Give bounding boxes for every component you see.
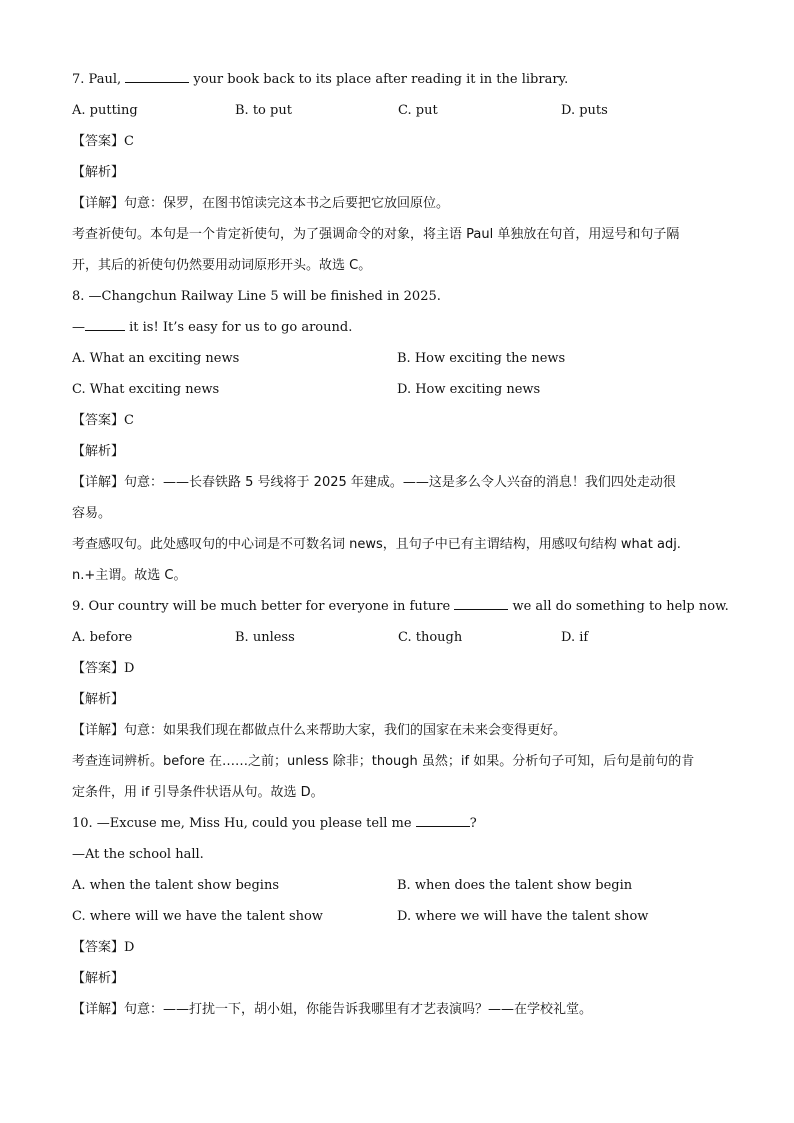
detail-line: 定条件，用 if 引导条件状语从句。故选 D。 <box>72 785 324 800</box>
answer-label: 【答案】 <box>72 940 125 955</box>
options-row <box>72 343 732 374</box>
question-7 <box>72 64 732 281</box>
question-stem: 9. Our country will be much better for everyone in future we all do something to help now. <box>72 599 729 614</box>
options-row <box>72 374 732 405</box>
option-d: D. where we will have the talent show <box>397 909 649 924</box>
question-stem: 7. Paul, your book back to its place after reading it in the library. <box>72 72 569 87</box>
answer-label: 【答案】 <box>72 661 125 676</box>
question-stem-reply: — it is! It’s easy for us to go around. <box>72 320 353 335</box>
detail-line: 【详解】句意：——长春铁路 5 号线将于 2025 年建成。——这是多么令人兴奋的消息！我们四处走动很 <box>72 475 676 490</box>
options-row <box>72 901 732 932</box>
option-b: B. unless <box>235 630 295 645</box>
answer-blank <box>85 318 125 331</box>
option-c: C. where will we have the talent show <box>72 909 323 924</box>
detail-label: 【详解】 <box>72 475 125 490</box>
option-c: C. though <box>398 630 463 645</box>
detail-line: 【详解】句意：如果我们现在都做点什么来帮助大家，我们的国家在未来会变得更好。 <box>72 723 567 738</box>
detail-line: n.+主谓。故选 C。 <box>72 568 187 583</box>
question-stem-reply: —At the school hall. <box>72 847 204 862</box>
detail-line: 考查祈使句。本句是一个肯定祈使句，为了强调命令的对象，将主语 Paul 单独放在句首，用逗号和句子隔 <box>72 227 680 242</box>
question-9 <box>72 591 732 808</box>
options-row <box>72 95 732 126</box>
answer-label: 【答案】 <box>72 134 125 149</box>
options-row <box>72 870 732 901</box>
analysis-label: 【解析】 <box>72 971 125 986</box>
answer-label: 【答案】 <box>72 413 125 428</box>
detail-line: 容易。 <box>72 506 112 521</box>
analysis-label: 【解析】 <box>72 444 125 459</box>
question-stem: 8. —Changchun Railway Line 5 will be finished in 2025. <box>72 289 441 304</box>
answer-line <box>72 653 732 684</box>
question-8 <box>72 281 732 591</box>
option-d: D. puts <box>561 103 608 118</box>
answer-value: C <box>124 134 134 149</box>
option-d: D. How exciting news <box>397 382 541 397</box>
option-a: A. when the talent show begins <box>72 878 279 893</box>
option-b: B. to put <box>235 103 292 118</box>
option-a: A. before <box>72 630 133 645</box>
option-b: B. when does the talent show begin <box>397 878 633 893</box>
answer-blank <box>125 70 189 83</box>
analysis-label: 【解析】 <box>72 692 125 707</box>
detail-label: 【详解】 <box>72 196 125 211</box>
option-a: A. putting <box>72 103 138 118</box>
option-d: D. if <box>561 630 589 645</box>
options-row <box>72 622 732 653</box>
option-b: B. How exciting the news <box>397 351 566 366</box>
answer-blank <box>454 597 508 610</box>
analysis-label: 【解析】 <box>72 165 125 180</box>
detail-line: 考查感叹句。此处感叹句的中心词是不可数名词 news，且句子中已有主谓结构，用感叹句结构 what adj. <box>72 537 681 552</box>
answer-line <box>72 405 732 436</box>
answer-blank <box>416 814 470 827</box>
option-c: C. put <box>398 103 438 118</box>
detail-line: 【详解】句意：——打扰一下，胡小姐，你能告诉我哪里有才艺表演吗？——在学校礼堂。 <box>72 1002 593 1017</box>
question-10 <box>72 808 732 1025</box>
document-page <box>72 64 732 1025</box>
detail-line: 考查连词辨析。before 在……之前；unless 除非；though 虽然；if 如果。分析句子可知，后句是前句的肯 <box>72 754 695 769</box>
detail-label: 【详解】 <box>72 1002 125 1017</box>
answer-line <box>72 126 732 157</box>
answer-value: D <box>124 940 135 955</box>
option-a: A. What an exciting news <box>72 351 240 366</box>
detail-line: 【详解】句意：保罗，在图书馆读完这本书之后要把它放回原位。 <box>72 196 450 211</box>
answer-line <box>72 932 732 963</box>
answer-value: C <box>124 413 134 428</box>
detail-label: 【详解】 <box>72 723 125 738</box>
question-stem: 10. —Excuse me, Miss Hu, could you please tell me ? <box>72 816 477 831</box>
answer-value: D <box>124 661 135 676</box>
option-c: C. What exciting news <box>72 382 220 397</box>
detail-line: 开，其后的祈使句仍然要用动词原形开头。故选 C。 <box>72 258 372 273</box>
